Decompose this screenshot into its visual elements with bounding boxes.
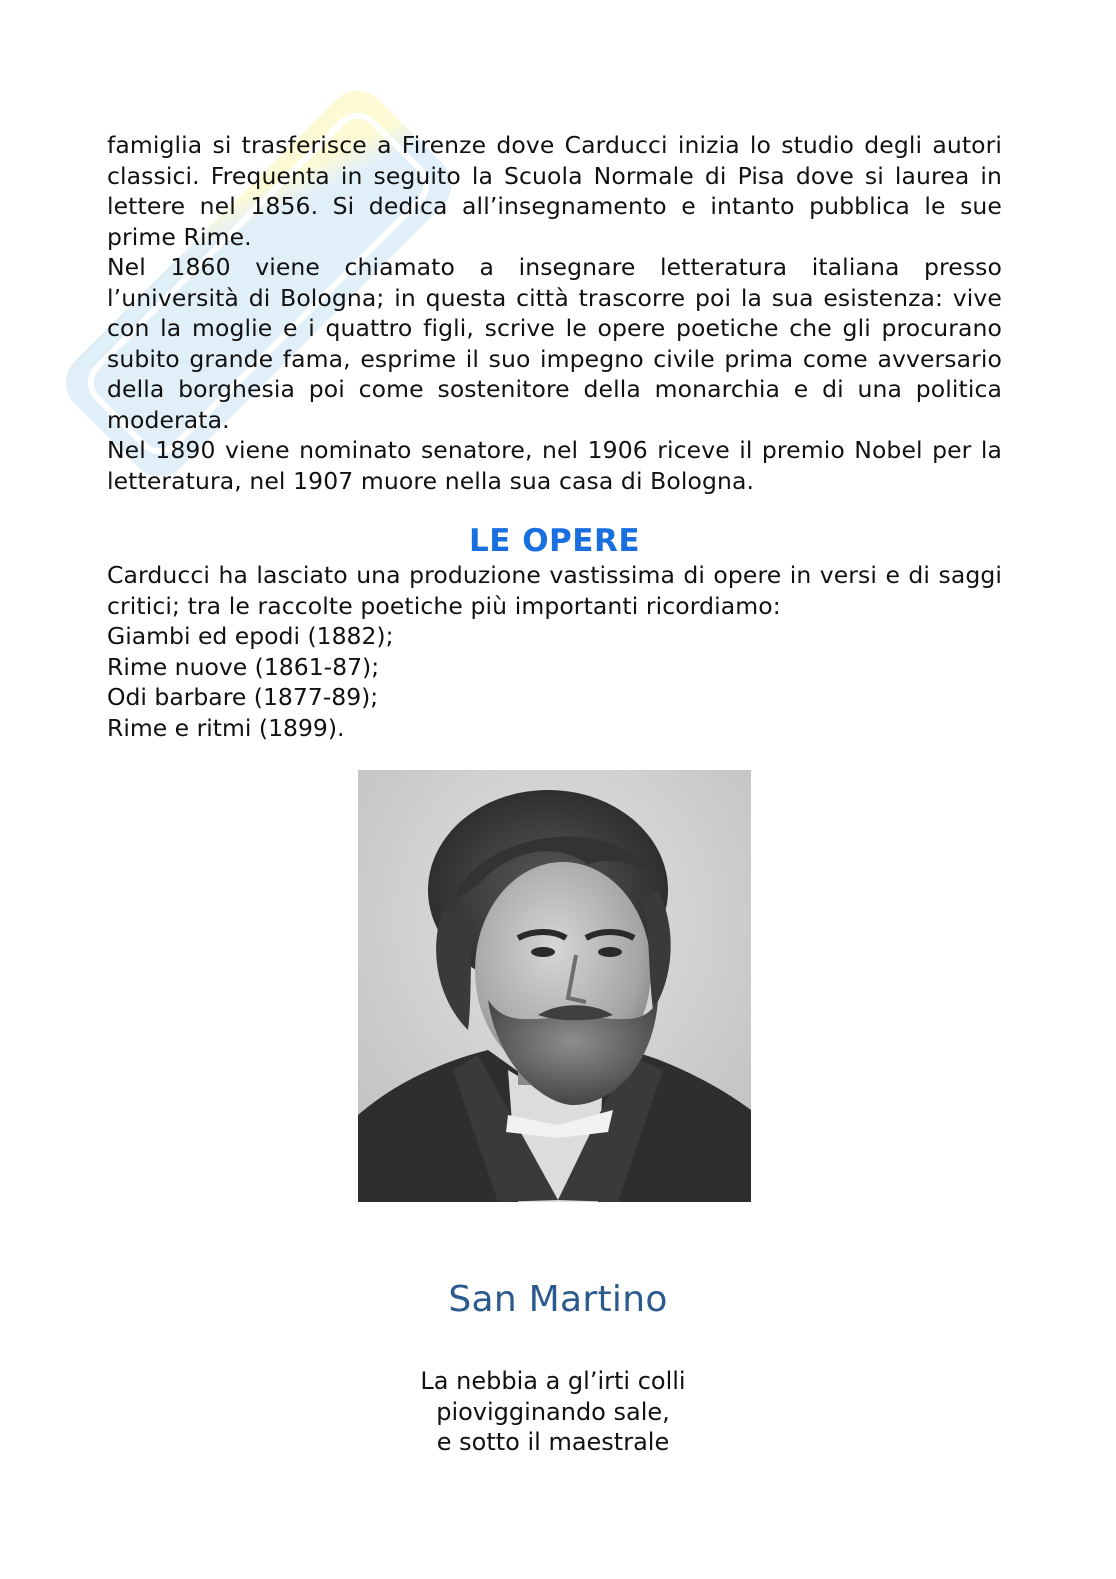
works-list-item: Odi barbare (1877-89);: [107, 683, 379, 711]
portrait-image: [358, 770, 751, 1202]
portrait-photo: [358, 770, 751, 1202]
biography-paragraph-3: Nel 1890 viene nominato senatore, nel 1906 riceve il premio Nobel per la letteratura, nel 1907 muore nella sua casa di Bologna.: [107, 436, 1002, 495]
poem-line: piovigginando sale,: [436, 1397, 670, 1426]
poem-title: San Martino: [448, 1279, 668, 1320]
poem-line: e sotto il maestrale: [436, 1428, 670, 1456]
works-list: [107, 621, 1002, 743]
works-heading: LE OPERE: [468, 523, 641, 559]
poem-line: La nebbia a gl’irti colli: [420, 1367, 686, 1395]
works-list-item: Giambi ed epodi (1882);: [107, 622, 394, 650]
works-list-item: Rime nuove (1861-87);: [107, 652, 380, 681]
document-body: [107, 130, 1002, 743]
poem-verses: [0, 1366, 1106, 1458]
biography-paragraph-1: famiglia si trasferisce a Firenze dove Carducci inizia lo studio degli autori classici. Frequenta in seguito la Scuola Normale di Pisa dove si laurea in lettere nel 1856. Si dedica all’insegnamento e intanto pubblica le sue prime Rime.: [107, 131, 1002, 251]
biography-paragraph-2: Nel 1860 viene chiamato a insegnare letteratura italiana presso l’università di Bologna; in questa città trascorre poi la sua esistenza: vive con la moglie e i quattro figli, scrive le opere poetiche che gli procurano subito grande fama, esprime il suo impegno civile prima come avversario della borghesia poi come sostenitore della monarchia e di una politica moderata.: [107, 253, 1002, 434]
works-intro: Carducci ha lasciato una produzione vastissima di opere in versi e di saggi critici; tra le raccolte poetiche più importanti ricordiamo:: [107, 561, 1002, 620]
works-list-item: Rime e ritmi (1899).: [107, 713, 345, 742]
